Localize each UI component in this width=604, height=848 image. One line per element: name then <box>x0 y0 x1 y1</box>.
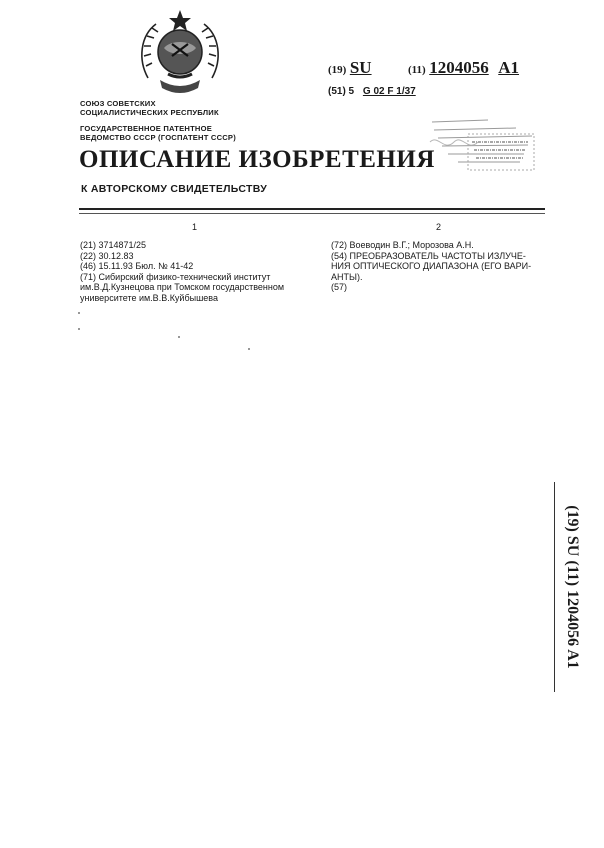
issuer-agency <box>80 124 236 142</box>
kind-code: A1 <box>498 58 520 77</box>
ipc-class: G 02 F 1/37 <box>362 86 416 97</box>
agency-line-2: ВЕДОМСТВО СССР (ГОСПАТЕНТ СССР) <box>80 133 236 142</box>
applicant-line-1: (71) Сибирский физико-технический институт <box>80 271 271 282</box>
scan-speck <box>78 328 80 330</box>
ussr-emblem-icon <box>134 8 226 100</box>
library-stamp-icon <box>428 112 540 176</box>
abstract-code: (57) <box>331 282 348 292</box>
code-51-label: (51) 5 <box>328 86 355 97</box>
document-title: ОПИСАНИЕ ИЗОБРЕТЕНИЯ <box>79 146 435 173</box>
applicant-line-3: университете им.В.В.Куйбышева <box>80 292 218 303</box>
country-code: SU <box>349 58 372 77</box>
agency-line-1: ГОСУДАРСТВЕННОЕ ПАТЕНТНОЕ <box>80 124 212 133</box>
scan-speck <box>178 336 180 338</box>
sidebar-rule <box>554 482 555 692</box>
filing-date: (22) 30.12.83 <box>80 250 134 261</box>
publication-date: (46) 15.11.93 Бюл. № 41-42 <box>80 261 194 271</box>
scan-speck <box>78 312 80 314</box>
inventors: (72) Воеводин В.Г.; Морозова А.Н. <box>331 240 474 250</box>
vertical-patent-number <box>548 482 596 692</box>
scan-speck <box>248 348 250 350</box>
right-column-number: 2 <box>436 222 442 232</box>
header-rule-bottom <box>79 213 545 214</box>
invention-title-line-3: АНТЫ). <box>331 271 363 282</box>
right-column <box>331 240 531 293</box>
left-column-number: 1 <box>192 222 198 232</box>
document-subtitle: К АВТОРСКОМУ СВИДЕТЕЛЬСТВУ <box>81 183 268 195</box>
country-code-field <box>328 58 372 78</box>
invention-title-line-1: (54) ПРЕОБРАЗОВАТЕЛЬ ЧАСТОТЫ ИЗЛУЧЕ- <box>331 250 526 261</box>
code-11-label: (11) <box>408 64 426 76</box>
application-number: (21) 3714871/25 <box>80 240 147 250</box>
issuer-country <box>80 99 219 117</box>
patent-number-field <box>408 58 519 78</box>
ipc-field <box>328 86 416 97</box>
applicant-line-2: им.В.Д.Кузнецова при Томском государственном <box>80 282 285 292</box>
country-line-1: СОЮЗ СОВЕТСКИХ <box>80 99 156 108</box>
country-line-2: СОЦИАЛИСТИЧЕСКИХ РЕСПУБЛИК <box>80 108 219 117</box>
left-column <box>80 240 284 303</box>
sidebar-text: (19) SU (11) 1204056 A1 <box>564 505 581 669</box>
header-rule-top <box>79 208 545 210</box>
invention-title-line-2: НИЯ ОПТИЧЕСКОГО ДИАПАЗОНА (ЕГО ВАРИ- <box>331 261 532 271</box>
patent-number: 1204056 <box>429 58 489 77</box>
code-19-label: (19) <box>328 64 347 76</box>
